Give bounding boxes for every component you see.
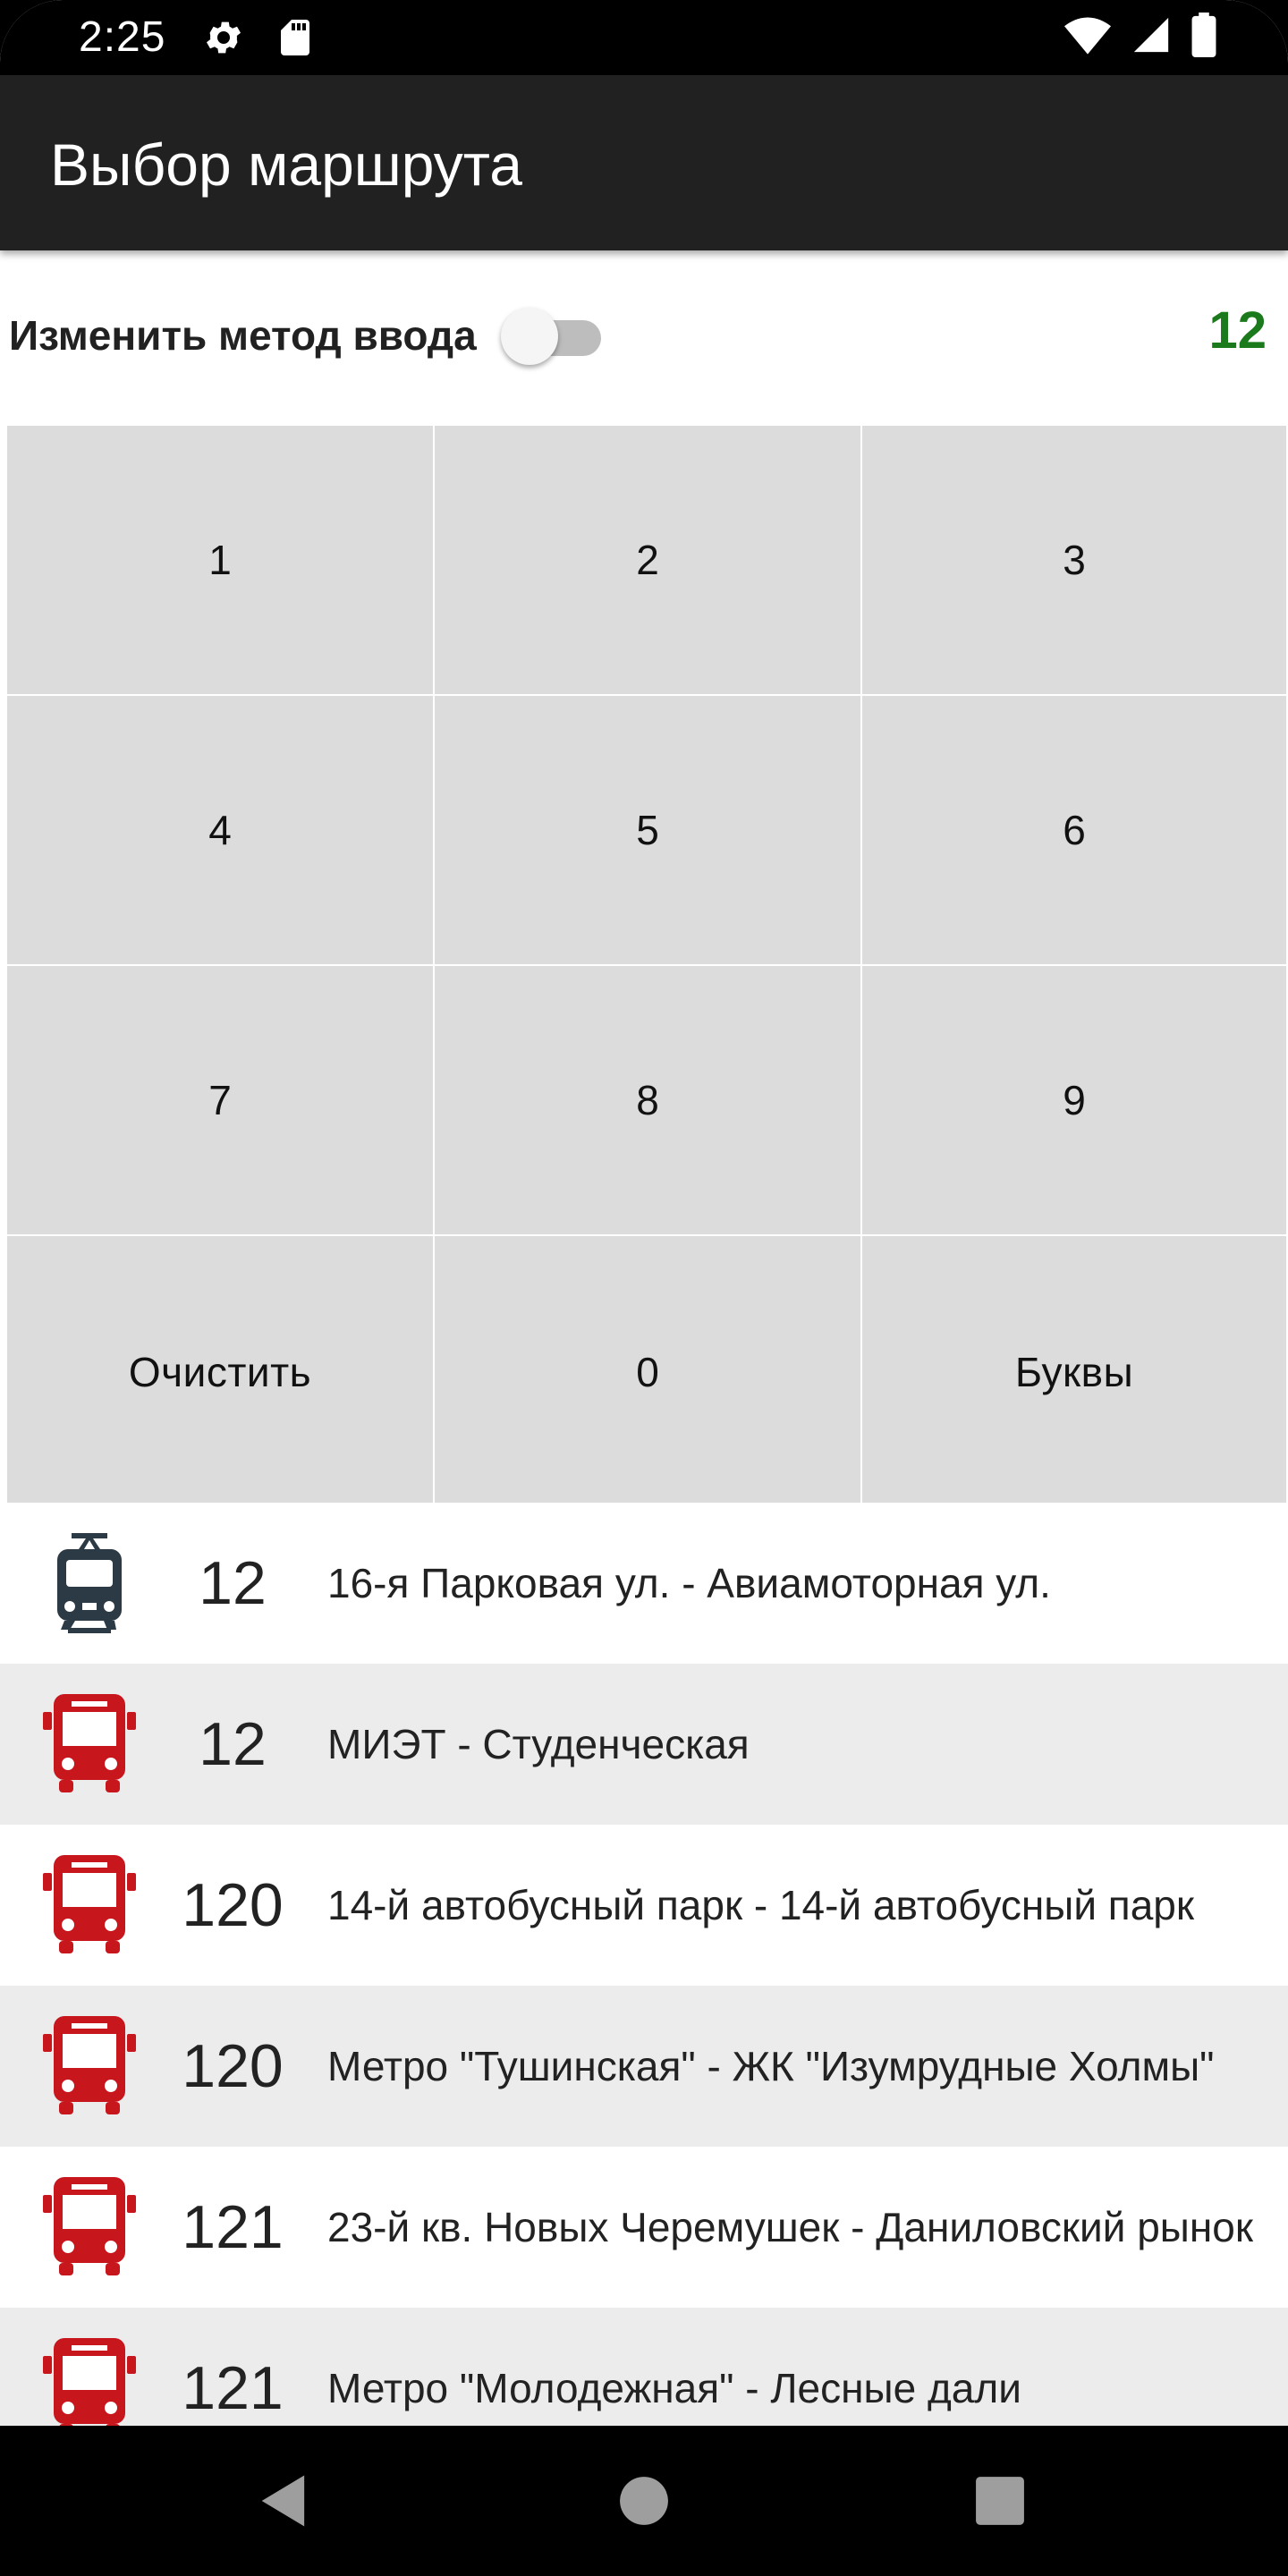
home-icon[interactable] <box>610 2467 678 2535</box>
route-name: 23-й кв. Новых Черемушек - Даниловский рынок <box>327 2204 1253 2250</box>
list-item[interactable] <box>0 1503 1288 1664</box>
route-name: 16-я Парковая ул. - Авиамоторная ул. <box>327 1560 1051 1606</box>
key-5[interactable]: 5 <box>435 696 860 964</box>
key-8[interactable]: 8 <box>435 966 860 1234</box>
input-method-toggle[interactable] <box>501 311 605 361</box>
list-item[interactable] <box>0 2308 1288 2426</box>
list-item[interactable] <box>0 1664 1288 1825</box>
bus-icon <box>32 2170 147 2284</box>
route-number: 121 <box>182 2354 284 2422</box>
route-number: 120 <box>182 1871 284 1939</box>
recents-icon[interactable] <box>966 2467 1034 2535</box>
list-item[interactable] <box>0 2147 1288 2308</box>
wifi-icon <box>1064 13 1111 56</box>
battery-icon <box>1191 13 1216 57</box>
route-list <box>0 1503 1288 2426</box>
route-number: 120 <box>182 2032 284 2100</box>
key-2[interactable]: 2 <box>435 426 860 694</box>
sd-card-icon <box>274 16 317 59</box>
route-number: 121 <box>182 2193 284 2261</box>
status-time: 2:25 <box>79 13 166 61</box>
route-number: 12 <box>199 1549 267 1617</box>
status-icons-right <box>1064 13 1216 57</box>
route-name: МИЭТ - Студенческая <box>327 1721 750 1767</box>
app-bar <box>0 75 1288 250</box>
back-icon[interactable] <box>250 2467 318 2535</box>
key-9[interactable]: 9 <box>862 966 1286 1234</box>
key-7[interactable]: 7 <box>7 966 433 1234</box>
status-bar <box>0 0 1288 75</box>
route-number-display: 12 <box>1208 301 1267 360</box>
key-1[interactable]: 1 <box>7 426 433 694</box>
bus-icon <box>32 2009 147 2123</box>
letters-button[interactable]: Буквы <box>862 1236 1286 1508</box>
route-name: 14-й автобусный парк - 14-й автобусный парк <box>327 1882 1195 1928</box>
numeric-keypad <box>7 426 1283 1503</box>
bus-icon <box>32 2331 147 2426</box>
page-title: Выбор маршрута <box>50 131 522 198</box>
list-item[interactable] <box>0 1986 1288 2147</box>
bus-icon <box>32 1848 147 1962</box>
navigation-bar <box>0 2426 1288 2576</box>
route-number: 12 <box>199 1710 267 1778</box>
bus-icon <box>32 1687 147 1801</box>
settings-icon <box>202 16 245 59</box>
list-item[interactable] <box>0 1825 1288 1986</box>
route-name: Метро "Молодежная" - Лесные дали <box>327 2365 1021 2411</box>
input-method-label: Изменить метод ввода <box>9 312 477 359</box>
toggle-thumb <box>501 308 558 365</box>
key-0[interactable]: 0 <box>435 1236 860 1508</box>
route-name: Метро "Тушинская" - ЖК "Изумрудные Холмы" <box>327 2043 1215 2089</box>
key-3[interactable]: 3 <box>862 426 1286 694</box>
key-4[interactable]: 4 <box>7 696 433 964</box>
signal-icon <box>1131 13 1172 56</box>
key-6[interactable]: 6 <box>862 696 1286 964</box>
clear-button[interactable]: Очистить <box>7 1236 433 1508</box>
tram-icon <box>32 1526 147 1640</box>
